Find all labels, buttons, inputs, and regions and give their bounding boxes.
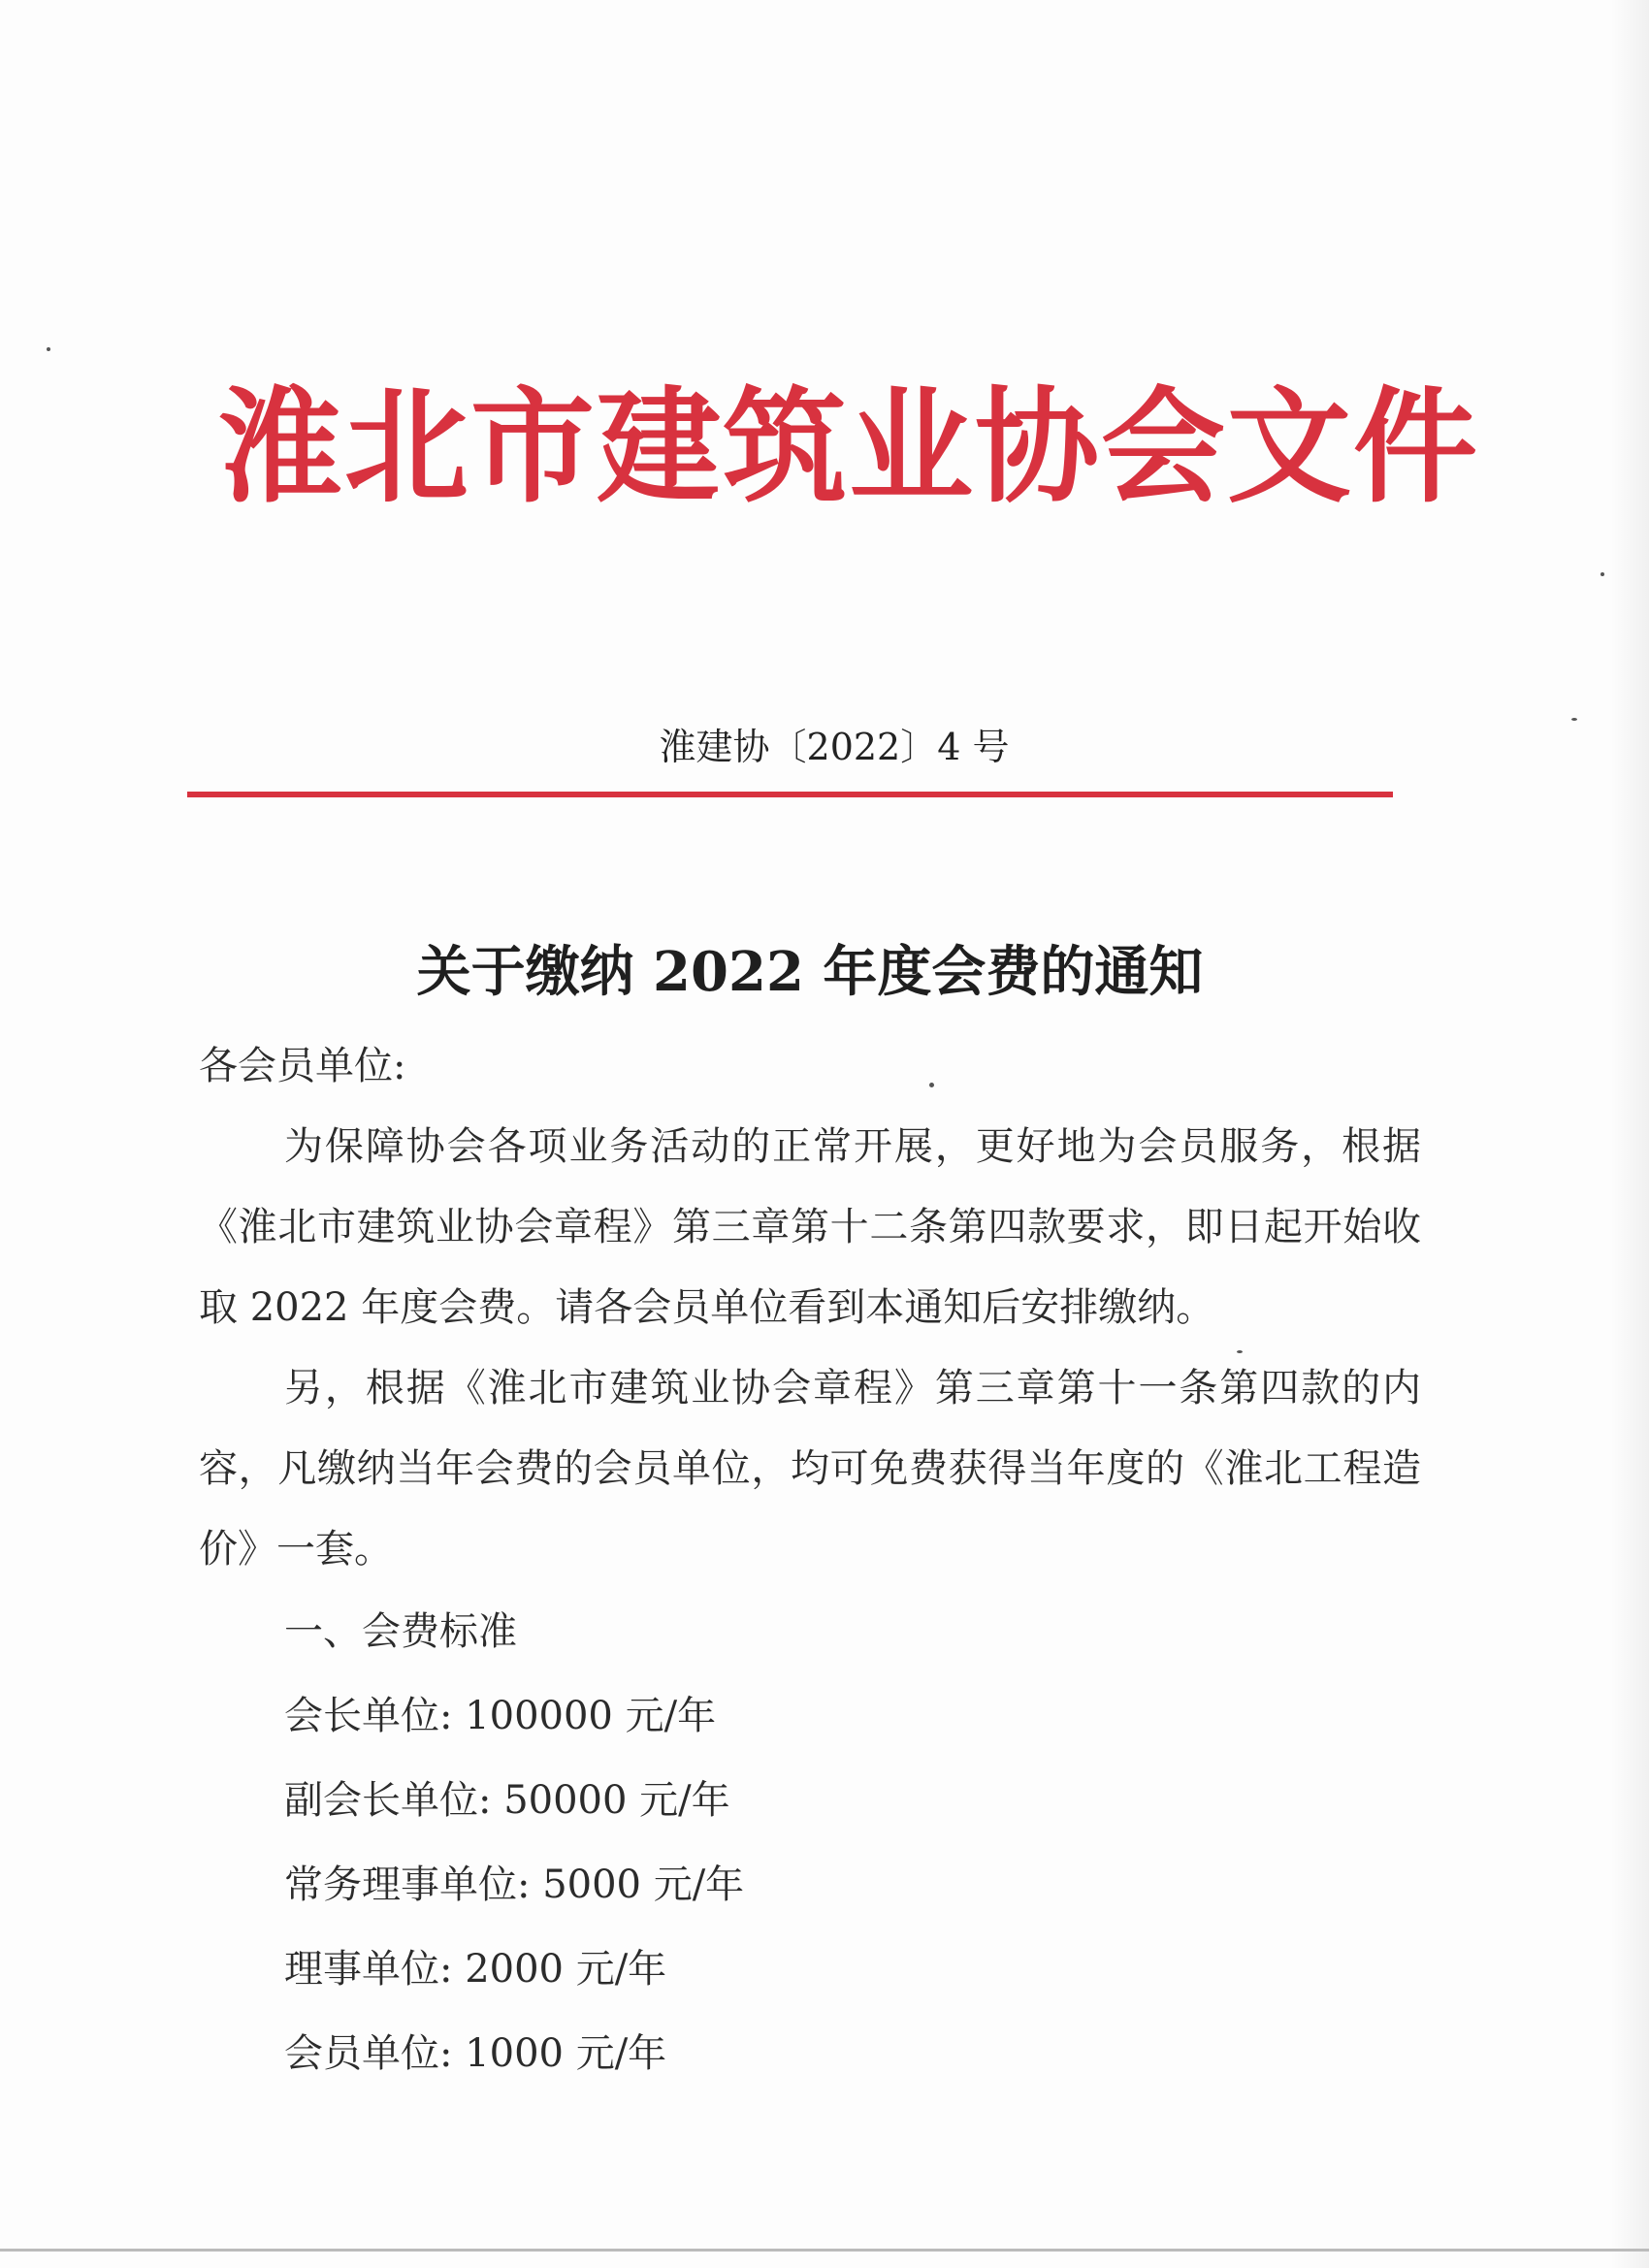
fee-item-president: 会长单位: 100000 元/年 — [284, 1694, 717, 1738]
paragraph-1: 为保障协会各项业务活动的正常开展，更好地为会员服务，根据《淮北市建筑业协会章程》第三章第十二条第四款要求，即日起开始收取 2022 年度会费。请各会员单位看到本通知后安排缴纳。 — [199, 1124, 1421, 1330]
scan-speck — [1600, 572, 1604, 576]
scan-speck — [0, 2249, 1649, 2252]
fee-item-member: 会员单位: 1000 元/年 — [284, 2031, 667, 2076]
red-divider-line — [187, 792, 1393, 797]
fee-item-director: 理事单位: 2000 元/年 — [284, 1947, 667, 1992]
masthead-title: 淮北市建筑业协会文件 — [218, 375, 1480, 520]
scan-speck — [1237, 1350, 1243, 1353]
scan-speck — [47, 347, 50, 351]
scan-speck — [929, 1083, 934, 1087]
scan-speck — [1571, 718, 1577, 721]
fee-item-executive-director: 常务理事单位: 5000 元/年 — [284, 1863, 745, 1907]
document-number: 淮建协〔2022〕4 号 — [659, 726, 1010, 768]
scan-speck — [1610, 0, 1649, 2268]
section-heading: 一、会费标准 — [284, 1609, 517, 1654]
paragraph-2: 另，根据《淮北市建筑业协会章程》第三章第十一条第四款的内容，凡缴纳当年会费的会员单位，均可免费获得当年度的《淮北工程造价》一套。 — [199, 1366, 1421, 1571]
salutation: 各会员单位: — [199, 1044, 406, 1088]
notice-title: 关于缴纳 2022 年度会费的通知 — [416, 940, 1204, 1004]
fee-item-vice-president: 副会长单位: 50000 元/年 — [284, 1778, 730, 1823]
notice-body — [199, 1026, 1421, 2096]
